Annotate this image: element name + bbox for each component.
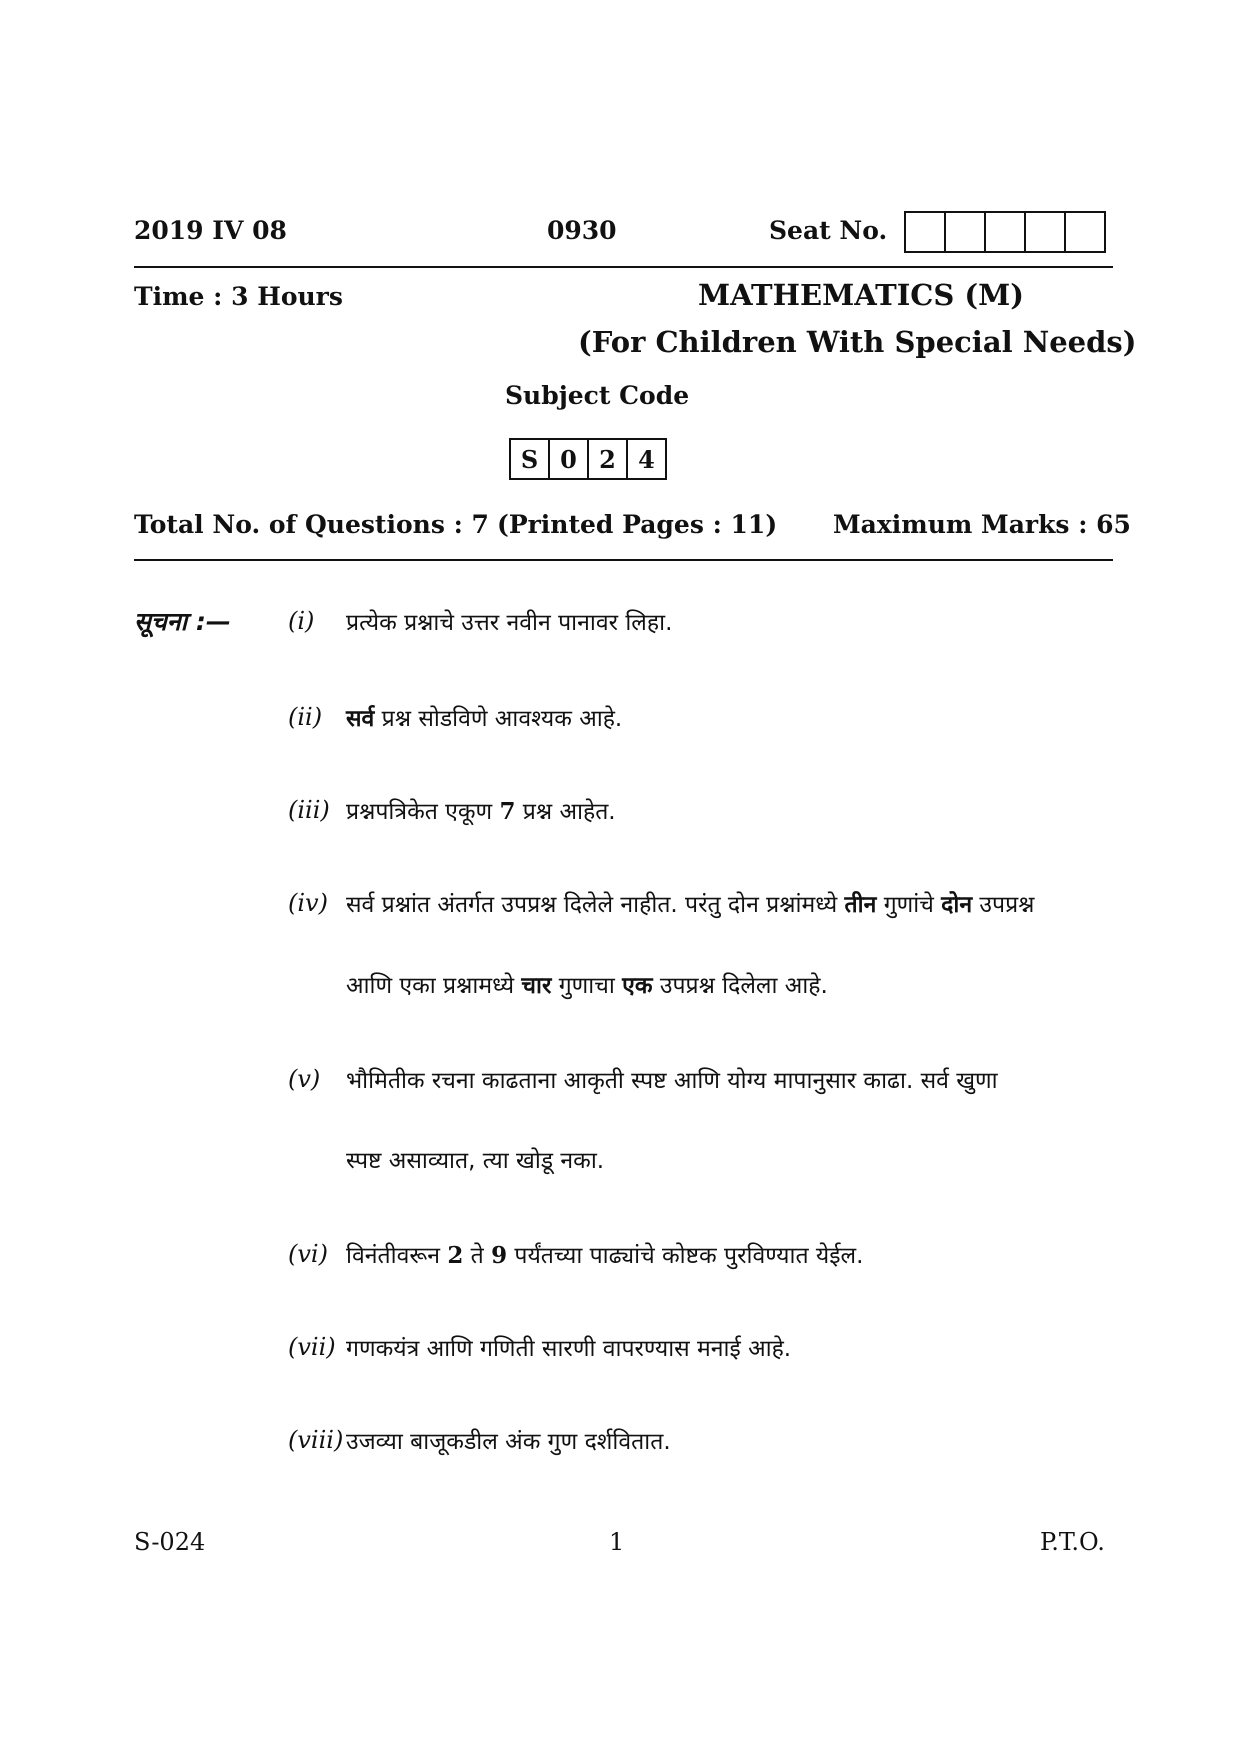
seat-box[interactable] bbox=[986, 213, 1026, 251]
instructions-label: सूचना :— bbox=[134, 607, 231, 636]
maximum-marks: Maximum Marks : 65 bbox=[833, 510, 1131, 539]
instruction-text: सर्व प्रश्न सोडविणे आवश्यक आहे. bbox=[346, 706, 623, 732]
subject-code-char: 2 bbox=[589, 440, 628, 478]
seat-box[interactable] bbox=[1026, 213, 1066, 251]
seat-box[interactable] bbox=[1066, 213, 1104, 251]
instruction-number: (v) bbox=[288, 1065, 321, 1093]
paper-number: 0930 bbox=[547, 216, 617, 245]
subject-code-label: Subject Code bbox=[505, 381, 690, 410]
paper-code: 2019 IV 08 bbox=[134, 216, 287, 245]
instruction-text: सर्व प्रश्नांत अंतर्गत उपप्रश्न दिलेले नाहीत. परंतु दोन प्रश्नांमध्ये तीन गुणांचे दोन उपप्रश्न bbox=[346, 892, 1035, 918]
instruction-text: गणकयंत्र आणि गणिती सारणी वापरण्यास मनाई आहे. bbox=[346, 1336, 792, 1362]
subject-code-char: 4 bbox=[638, 444, 655, 474]
instruction-number: (iv) bbox=[288, 889, 328, 917]
divider bbox=[134, 266, 1113, 268]
instruction-text: विनंतीवरून 2 ते 9 पर्यंतच्या पाढ्यांचे कोष्टक पुरविण्यात येईल. bbox=[346, 1242, 864, 1269]
page-number: 1 bbox=[609, 1528, 625, 1556]
seat-label: Seat No. bbox=[769, 216, 888, 245]
pto-label: P.T.O. bbox=[1040, 1528, 1105, 1556]
divider bbox=[134, 559, 1113, 561]
instruction-number: (vi) bbox=[288, 1240, 328, 1268]
instruction-number: (ii) bbox=[288, 703, 323, 731]
seat-number-boxes[interactable] bbox=[904, 211, 1106, 253]
instruction-text-continued: आणि एका प्रश्नामध्ये चार गुणाचा एक उपप्रश्न दिलेला आहे. bbox=[346, 973, 828, 999]
seat-box[interactable] bbox=[946, 213, 986, 251]
time-label: Time : 3 Hours bbox=[134, 282, 343, 311]
subject-title: MATHEMATICS (M) bbox=[698, 278, 1024, 312]
seat-box[interactable] bbox=[906, 213, 946, 251]
footer-paper-code: S-024 bbox=[134, 1528, 206, 1556]
instruction-text: भौमितीक रचना काढताना आकृती स्पष्ट आणि योग्य मापानुसार काढा. सर्व खुणा bbox=[346, 1068, 998, 1094]
instruction-text: प्रत्येक प्रश्नाचे उत्तर नवीन पानावर लिहा. bbox=[346, 610, 673, 636]
subject-audience: (For Children With Special Needs) bbox=[578, 325, 1137, 359]
instruction-number: (iii) bbox=[288, 796, 330, 824]
printed-pages: (Printed Pages : 11) bbox=[497, 510, 778, 539]
subject-code-char: 0 bbox=[550, 440, 589, 478]
instruction-number: (viii) bbox=[288, 1426, 344, 1454]
instruction-text-continued: स्पष्ट असाव्यात, त्या खोडू नका. bbox=[346, 1148, 605, 1174]
subject-code-boxes bbox=[509, 438, 667, 480]
instruction-number: (vii) bbox=[288, 1333, 336, 1361]
subject-code-char: S bbox=[511, 440, 550, 478]
instruction-text: उजव्या बाजूकडील अंक गुण दर्शवितात. bbox=[346, 1429, 671, 1455]
instruction-number: (i) bbox=[288, 607, 315, 635]
instruction-text: प्रश्नपत्रिकेत एकूण 7 प्रश्न आहेत. bbox=[346, 798, 616, 825]
total-questions: Total No. of Questions : 7 bbox=[134, 510, 489, 539]
